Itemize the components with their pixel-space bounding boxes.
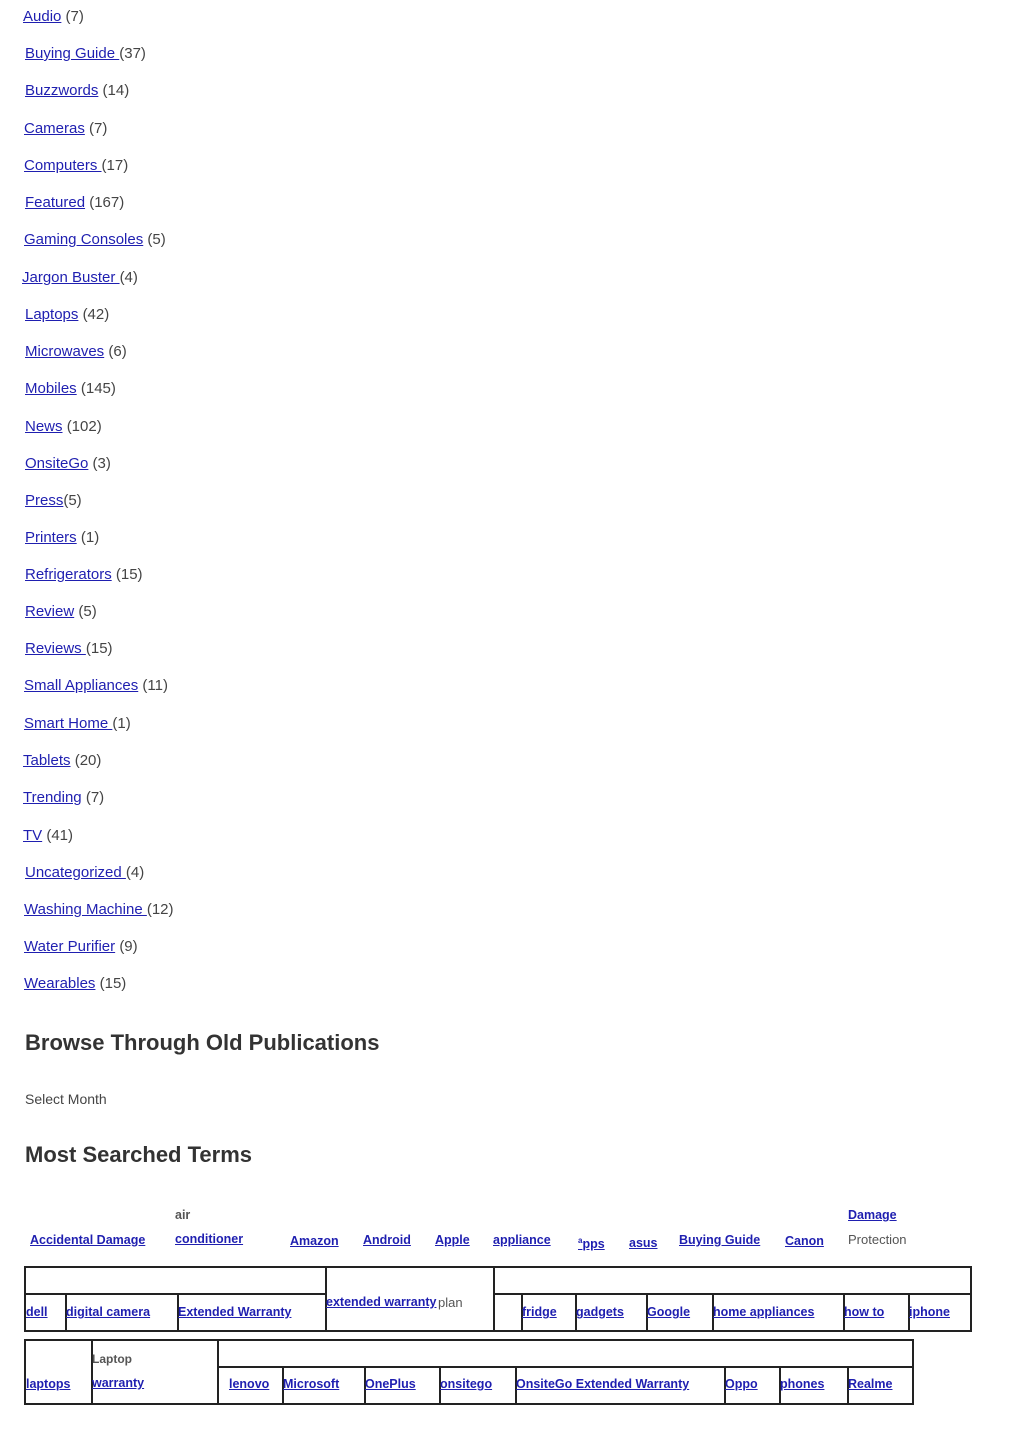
category-item [24, 715, 131, 733]
category-item [23, 752, 101, 770]
category-count: (6) [108, 343, 127, 360]
term-link[interactable]: Oppo [725, 1377, 758, 1391]
category-link[interactable]: Reviews [25, 640, 86, 657]
term-link[interactable]: gadgets [576, 1305, 624, 1319]
term-text: pps [582, 1237, 605, 1252]
category-link[interactable]: Cameras [24, 120, 85, 137]
category-count: (17) [101, 157, 129, 174]
divider [91, 1339, 93, 1405]
category-link[interactable]: Press [25, 492, 64, 509]
category-count: (3) [92, 455, 111, 472]
category-item [24, 157, 128, 175]
term-link[interactable]: conditioner [175, 1232, 244, 1246]
category-count: (1) [80, 529, 100, 546]
term-link[interactable]: OnsiteGo Extended Warranty [516, 1377, 690, 1391]
category-item [23, 789, 104, 807]
category-count: (7) [85, 789, 105, 806]
category-count: (102) [66, 418, 102, 435]
category-link[interactable]: Laptops [25, 306, 79, 323]
category-count: (4) [125, 864, 145, 881]
category-link[interactable]: Water Purifier [24, 938, 116, 955]
category-count: (15) [85, 640, 113, 657]
category-link[interactable]: Small Appliances [24, 677, 139, 694]
category-item [24, 677, 168, 695]
category-count: (15) [99, 975, 127, 992]
term-link[interactable]: Buying Guide [679, 1233, 761, 1247]
term-link[interactable]: Extended Warranty [178, 1305, 292, 1319]
divider [24, 1293, 326, 1295]
select-month-dropdown[interactable]: Select Month [25, 1091, 107, 1107]
category-item [25, 82, 129, 100]
category-count: (5) [147, 231, 166, 248]
category-count: (5) [63, 492, 82, 509]
category-item [24, 120, 107, 138]
term-link[interactable]: OnePlus [365, 1377, 416, 1391]
term-text: plan [438, 1295, 463, 1310]
term-link[interactable]: Amazon [290, 1234, 339, 1248]
category-item [24, 938, 138, 956]
category-item [25, 306, 109, 324]
category-count: (37) [119, 45, 146, 62]
term-text: Laptop [92, 1352, 132, 1366]
term-text: air [175, 1208, 191, 1222]
term-link[interactable]: phones [780, 1377, 825, 1391]
category-item [23, 8, 84, 26]
category-count: (11) [142, 677, 168, 694]
category-item [24, 231, 166, 249]
term-link[interactable]: extended warranty [326, 1295, 437, 1309]
term-link[interactable]: iphone [909, 1305, 950, 1319]
term-link[interactable]: Accidental Damage [30, 1233, 146, 1247]
category-item [25, 45, 146, 63]
category-item [25, 343, 127, 361]
category-count: (15) [115, 566, 143, 583]
category-link[interactable]: Buying Guide [25, 45, 120, 62]
terms-row-frame [24, 1266, 972, 1332]
term-link[interactable]: asus [629, 1236, 658, 1250]
category-link[interactable]: Printers [25, 529, 77, 546]
category-count: (12) [146, 901, 174, 918]
term-link[interactable]: home appliances [713, 1305, 815, 1319]
category-item [22, 269, 138, 287]
category-item [25, 492, 82, 510]
term-link[interactable]: Canon [785, 1234, 824, 1248]
category-link[interactable]: Wearables [24, 975, 96, 992]
term-link[interactable]: Damage [848, 1208, 897, 1222]
category-link[interactable]: Refrigerators [25, 566, 112, 583]
term-superscript: a [578, 1236, 583, 1245]
category-count: (5) [78, 603, 97, 620]
category-count: (145) [80, 380, 116, 397]
category-count: (41) [46, 827, 74, 844]
category-link[interactable]: Microwaves [25, 343, 105, 360]
category-link[interactable]: Smart Home [24, 715, 113, 732]
category-link[interactable]: Jargon Buster [22, 269, 120, 286]
category-link[interactable]: Trending [23, 789, 82, 806]
term-link[interactable]: Microsoft [283, 1377, 340, 1391]
category-link[interactable]: Computers [24, 157, 102, 174]
category-count: (1) [112, 715, 131, 732]
category-item [25, 380, 116, 398]
category-count: (7) [89, 120, 108, 137]
divider [494, 1293, 972, 1295]
term-link[interactable]: digital camera [66, 1305, 151, 1319]
category-item [25, 418, 102, 436]
term-link[interactable]: warranty [92, 1376, 145, 1390]
category-item [25, 864, 144, 882]
divider [493, 1266, 495, 1332]
term-link[interactable]: appliance [493, 1233, 551, 1247]
category-link[interactable]: Review [25, 603, 75, 620]
term-link[interactable]: laptops [26, 1377, 71, 1391]
category-item [24, 901, 174, 919]
term-link[interactable]: Apple [435, 1233, 470, 1247]
category-link[interactable]: Washing Machine [24, 901, 147, 918]
category-link[interactable]: News [25, 418, 63, 435]
category-count: (167) [89, 194, 125, 211]
category-count: (9) [119, 938, 138, 955]
term-link[interactable]: how to [844, 1305, 885, 1319]
category-count: (7) [65, 8, 84, 25]
category-count: (20) [74, 752, 102, 769]
terms-heading: Most Searched Terms [25, 1142, 253, 1167]
term-link[interactable] [578, 1236, 605, 1251]
term-link[interactable]: Realme [848, 1377, 893, 1391]
term-link[interactable]: onsitego [440, 1377, 493, 1391]
category-count: (14) [102, 82, 130, 99]
category-item [25, 455, 111, 473]
divider [218, 1366, 914, 1368]
category-link[interactable]: Buzzwords [25, 82, 99, 99]
category-item [23, 827, 73, 845]
category-link[interactable]: Uncategorized [25, 864, 126, 881]
term-link[interactable]: Google [647, 1305, 691, 1319]
category-count: (4) [119, 269, 138, 286]
category-link[interactable]: Audio [23, 8, 62, 25]
term-link[interactable]: dell [26, 1305, 48, 1319]
category-item [25, 529, 99, 547]
divider [217, 1339, 219, 1405]
term-link[interactable]: fridge [522, 1305, 557, 1319]
archives-heading: Browse Through Old Publications [25, 1030, 380, 1055]
category-item [25, 640, 113, 658]
category-link[interactable]: Tablets [23, 752, 71, 769]
category-count: (42) [82, 306, 110, 323]
category-item [24, 975, 126, 993]
category-item [25, 566, 143, 584]
category-link[interactable]: Gaming Consoles [24, 231, 144, 248]
term-link[interactable]: Android [363, 1233, 411, 1247]
term-text: Protection [848, 1232, 907, 1247]
term-link[interactable]: lenovo [229, 1377, 270, 1391]
category-item [25, 194, 124, 212]
category-link[interactable]: OnsiteGo [25, 455, 89, 472]
category-link[interactable]: Mobiles [25, 380, 77, 397]
category-link[interactable]: TV [23, 827, 43, 844]
category-link[interactable]: Featured [25, 194, 86, 211]
category-item [25, 603, 97, 621]
